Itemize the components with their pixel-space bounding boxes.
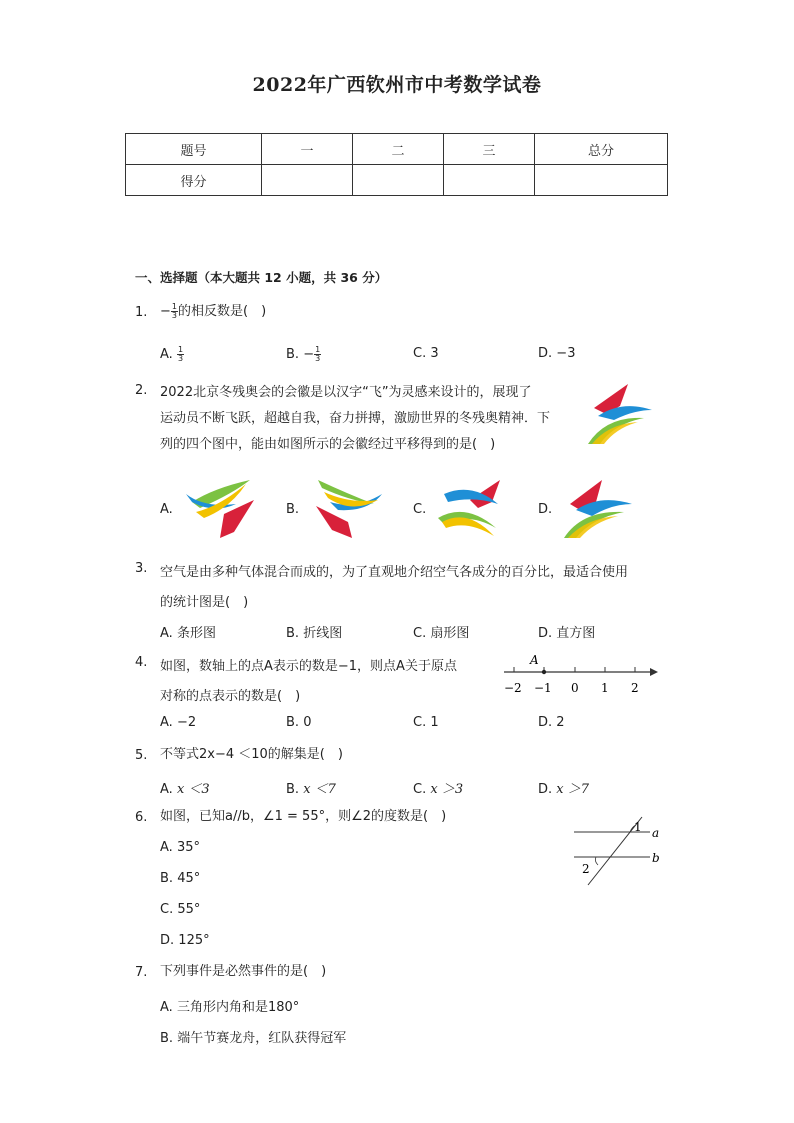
question-3-text: 空气是由多种气体混合而成的，为了直观地介绍空气各成分的百分比，最适合使用 的统计图是( ) bbox=[160, 565, 629, 610]
option-b[interactable]: B. bbox=[286, 502, 300, 517]
option-b[interactable]: B. 端午节赛龙舟，红队获得冠军 bbox=[160, 1031, 347, 1046]
option-d[interactable]: D. 125° bbox=[160, 933, 210, 948]
table-row bbox=[126, 165, 668, 196]
score-cell[interactable] bbox=[262, 165, 353, 196]
tick-label: 0 bbox=[571, 681, 579, 695]
option-d[interactable]: D. bbox=[538, 502, 553, 517]
emblem-option-c-image[interactable] bbox=[434, 478, 510, 540]
score-table bbox=[125, 133, 668, 196]
number-line-figure bbox=[500, 650, 662, 702]
option-b[interactable]: B. 0 bbox=[286, 715, 312, 730]
option-a[interactable]: A. $\frac{1}{3}$ bbox=[160, 345, 184, 363]
question-6-text: 如图，已知a//b，∠1 = 55°，则∠2的度数是( ) bbox=[160, 809, 447, 824]
table-header-cell: 总分 bbox=[535, 134, 668, 165]
fraction: $\frac{1}{3}$ bbox=[171, 302, 177, 320]
angle-2-label: 2 bbox=[582, 862, 590, 876]
question-number: 7. bbox=[135, 965, 148, 980]
point-a-label: A bbox=[530, 653, 539, 667]
option-a[interactable]: A. bbox=[160, 502, 173, 517]
option-c[interactable]: C. 扇形图 bbox=[413, 626, 470, 641]
question-2-text: 2022北京冬残奥会的会徽是以汉字“飞”为灵感来设计的，展现了 运动员不断飞跃，超越自我，奋力拼搏，激励世界的冬残奥精神．下 列的四个图中，能由如图所示的会徽经过平移得到的是( ) bbox=[160, 385, 551, 452]
parallel-lines-figure bbox=[568, 815, 664, 889]
table-row bbox=[126, 134, 668, 165]
score-row-label: 得分 bbox=[126, 165, 262, 196]
option-b[interactable]: B. x ＜7 bbox=[286, 782, 336, 797]
option-c[interactable]: C. x ＞3 bbox=[413, 782, 464, 797]
option-c[interactable]: C. 1 bbox=[413, 715, 439, 730]
fraction: $\frac{1}{3}$ bbox=[177, 345, 184, 363]
option-d[interactable]: D. x ＞7 bbox=[538, 782, 590, 797]
option-b[interactable]: B. 45° bbox=[160, 871, 201, 886]
table-header-cell: 一 bbox=[262, 134, 353, 165]
question-number: 2. bbox=[135, 383, 148, 398]
option-a[interactable]: A. 35° bbox=[160, 840, 200, 855]
question-7-text: 下列事件是必然事件的是( ) bbox=[160, 964, 327, 979]
section-heading: 一、选择题（本大题共 12 小题，共 36 分） bbox=[135, 270, 388, 285]
emblem-option-d-image[interactable] bbox=[562, 478, 638, 540]
option-a[interactable]: A. 条形图 bbox=[160, 626, 216, 641]
question-5-text: 不等式2x−4 ＜10的解集是( ) bbox=[160, 747, 343, 762]
question-number: 1. bbox=[135, 305, 148, 320]
table-header-cell: 二 bbox=[353, 134, 444, 165]
option-c[interactable]: C. 55° bbox=[160, 902, 201, 917]
fraction: $\frac{1}{3}$ bbox=[315, 345, 321, 363]
option-d[interactable]: D. 2 bbox=[538, 715, 565, 730]
question-number: 3. bbox=[135, 561, 148, 576]
tick-label: 1 bbox=[601, 681, 609, 695]
score-cell[interactable] bbox=[535, 165, 668, 196]
option-a[interactable]: A. −2 bbox=[160, 715, 197, 730]
option-a[interactable]: A. 三角形内角和是180° bbox=[160, 1000, 300, 1015]
emblem-logo bbox=[584, 380, 660, 448]
tick-label: −1 bbox=[534, 681, 552, 695]
score-cell[interactable] bbox=[353, 165, 444, 196]
table-header-cell: 题号 bbox=[126, 134, 262, 165]
option-b[interactable]: B. − $\frac{1}{3}$ bbox=[286, 345, 321, 363]
tick-label: 2 bbox=[631, 681, 639, 695]
option-d[interactable]: D. −3 bbox=[538, 346, 576, 361]
line-b-label: b bbox=[652, 851, 660, 865]
score-cell[interactable] bbox=[444, 165, 535, 196]
emblem-option-a-image[interactable] bbox=[184, 478, 260, 540]
table-header-cell: 三 bbox=[444, 134, 535, 165]
tick-label: −2 bbox=[504, 681, 522, 695]
option-a[interactable]: A. x ＜3 bbox=[160, 782, 210, 797]
emblem-option-b-image[interactable] bbox=[308, 478, 384, 540]
question-number: 4. bbox=[135, 655, 148, 670]
option-b[interactable]: B. 折线图 bbox=[286, 626, 343, 641]
question-number: 6. bbox=[135, 810, 148, 825]
angle-1-label: 1 bbox=[634, 820, 642, 834]
option-c[interactable]: C. 3 bbox=[413, 346, 439, 361]
question-4-text: 如图，数轴上的点A表示的数是−1，则点A关于原点 对称的点表示的数是( ) bbox=[160, 659, 457, 704]
question-1-text: − $\frac{1}{3}$ 的相反数是( ) bbox=[160, 302, 267, 320]
question-number: 5. bbox=[135, 748, 148, 763]
line-a-label: a bbox=[652, 826, 660, 840]
option-c[interactable]: C. bbox=[413, 502, 427, 517]
option-d[interactable]: D. 直方图 bbox=[538, 626, 596, 641]
page-title: 2022年广西钦州市中考数学试卷 bbox=[252, 74, 542, 96]
